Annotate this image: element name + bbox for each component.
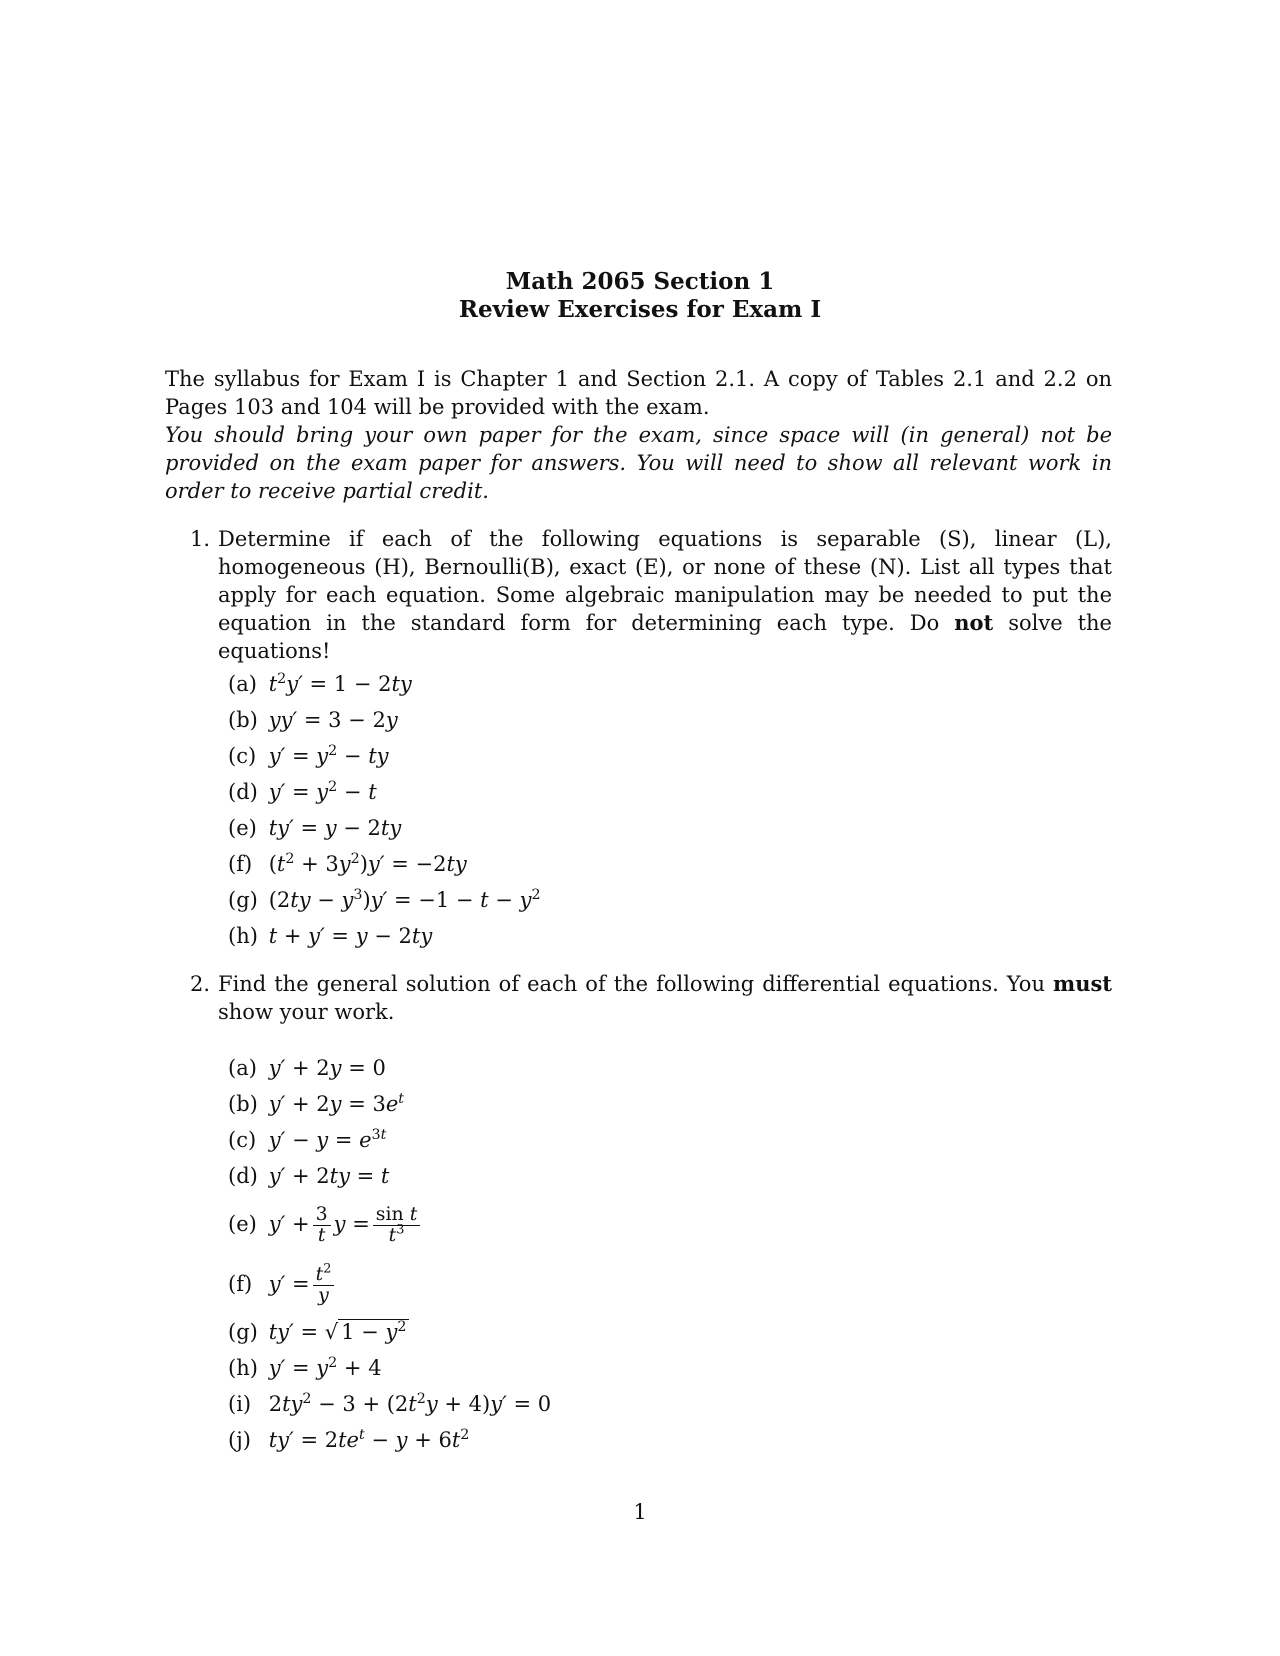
equation: y′ + 2ty = t bbox=[268, 1164, 390, 1188]
item-label: (g) bbox=[228, 888, 258, 912]
equation: t + y′ = y − 2ty bbox=[268, 924, 433, 948]
equation: yy′ = 3 − 2y bbox=[268, 708, 398, 732]
list-item bbox=[228, 918, 541, 954]
question-2-text-bold: must bbox=[1052, 971, 1112, 996]
equation: ty′ = √ $1 - y^2$ bbox=[269, 1320, 410, 1344]
equation: $2ty^2 - 3 + (2t^2y + 4)y' = 0$ bbox=[268, 1391, 552, 1416]
equation: y′ + 2y = 0 bbox=[268, 1056, 386, 1080]
question-2-number: 2. bbox=[190, 972, 211, 996]
list-item bbox=[228, 1158, 551, 1194]
item-label: (a) bbox=[228, 672, 257, 696]
title-line-2: Review Exercises for Exam I bbox=[458, 296, 822, 323]
equation: $y' - y = e^{3t}$ bbox=[268, 1127, 387, 1152]
list-item bbox=[228, 1350, 551, 1386]
equation: $y' = y^2 - t$ bbox=[268, 779, 377, 804]
intro-paragraph-1: The syllabus for Exam I is Chapter 1 and Section 2.1. A copy of Tables 2.1 and 2.2 on Pages 103 and 104 will be provided with the exam. bbox=[165, 367, 1112, 419]
item-label: (f) bbox=[228, 852, 253, 876]
equation: $y' + 2y = 3e^t$ bbox=[268, 1091, 404, 1116]
item-label: (d) bbox=[228, 1164, 258, 1188]
equation: $(2ty - y^3)y' = -1 - t - y^2$ bbox=[268, 887, 541, 912]
title-line-1: Math 2065 Section 1 bbox=[505, 268, 775, 295]
item-label: (g) bbox=[228, 1320, 258, 1344]
question-1-text bbox=[218, 525, 1112, 665]
item-label: (f) bbox=[228, 1272, 253, 1296]
list-item bbox=[228, 774, 541, 810]
list-item bbox=[228, 1194, 551, 1254]
question-2-text-after: show your work. bbox=[218, 1000, 395, 1024]
question-2-text bbox=[218, 970, 1112, 1026]
question-1-text-after: solve the equations! bbox=[218, 611, 1112, 663]
question-1-text-bold: not bbox=[954, 610, 994, 635]
equation: $y' = y^2$ − ty bbox=[268, 743, 389, 768]
list-item bbox=[228, 1122, 551, 1158]
list-item bbox=[228, 1086, 551, 1122]
item-label: (e) bbox=[228, 1212, 257, 1236]
list-item bbox=[228, 1422, 551, 1458]
equation: y′ = $\frac{t^2}{y}$ bbox=[269, 1272, 338, 1296]
list-item bbox=[228, 738, 541, 774]
page-title bbox=[0, 268, 1280, 324]
equation: ty′ = y − 2ty bbox=[268, 816, 402, 840]
item-label: (b) bbox=[228, 708, 258, 732]
intro-italic-text: You should bring your own paper for the exam, since space will (in general) not be provided on the exam paper for answers. You will need to show all relevant work in order to receive partial credit. bbox=[165, 423, 1112, 503]
item-label: (a) bbox=[228, 1056, 257, 1080]
item-label: (j) bbox=[228, 1428, 251, 1452]
question-1-number: 1. bbox=[190, 527, 211, 551]
list-item bbox=[228, 1050, 551, 1086]
equation: $(t^2 + 3y^2)y' = -2ty$ bbox=[268, 851, 467, 876]
item-label: (h) bbox=[228, 1356, 258, 1380]
equation: $t^2y' = 1 - 2ty$ bbox=[268, 671, 412, 696]
intro-section bbox=[165, 365, 1112, 505]
list-item bbox=[228, 666, 541, 702]
question-1-list bbox=[228, 666, 541, 954]
item-label: (d) bbox=[228, 780, 258, 804]
item-label: (h) bbox=[228, 924, 258, 948]
equation: $ty' = 2te^t - y + 6t^2$ bbox=[268, 1427, 470, 1452]
list-item bbox=[228, 882, 541, 918]
list-item bbox=[228, 810, 541, 846]
list-item bbox=[228, 702, 541, 738]
list-item bbox=[228, 1314, 551, 1350]
intro-paragraph-2 bbox=[165, 421, 1112, 505]
question-2-list bbox=[228, 1050, 551, 1458]
list-item bbox=[228, 846, 541, 882]
item-label: (c) bbox=[228, 1128, 257, 1152]
item-label: (b) bbox=[228, 1092, 258, 1116]
equation: y′ + $\frac{3}{t}$ y = $\frac{\text{sin t}}{t^3}$ bbox=[269, 1212, 424, 1236]
item-label: (i) bbox=[228, 1392, 252, 1416]
item-label: (c) bbox=[228, 744, 257, 768]
list-item bbox=[228, 1386, 551, 1422]
equation: $y' = y^2 + 4$ bbox=[268, 1355, 382, 1380]
page-number: 1 bbox=[633, 1500, 647, 1524]
list-item bbox=[228, 1254, 551, 1314]
question-1-text-before: Determine if each of the following equations is separable (S), linear (L), homogeneous (H), Bernoulli(B), exact (E), or none of these (N). List all types that apply for each equation. Some algebraic manipulation may be needed to put the equation in the standard form for determining each type. Do bbox=[218, 527, 1112, 635]
item-label: (e) bbox=[228, 816, 257, 840]
question-2-text-before: Find the general solution of each of the following differential equations. You bbox=[218, 972, 1045, 996]
